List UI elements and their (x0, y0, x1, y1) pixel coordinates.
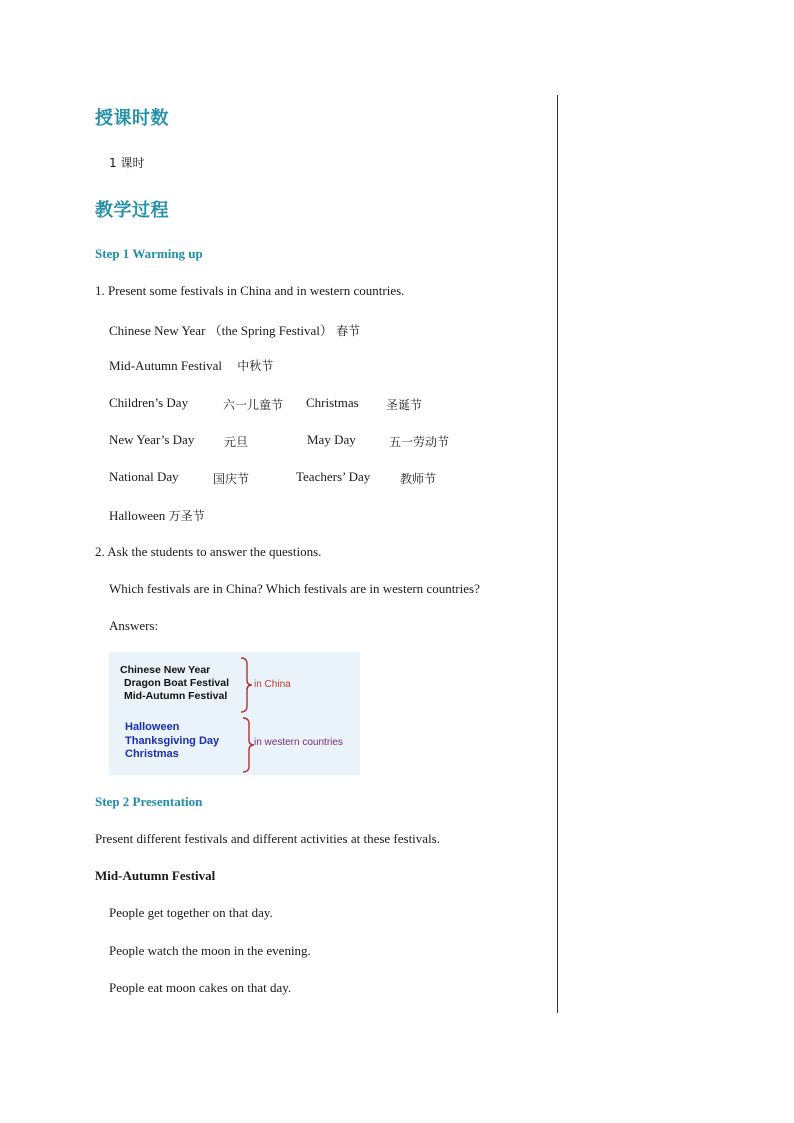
festival-cn: 五一劳动节 (389, 435, 450, 449)
festival-en: Teachers’ Day (296, 469, 371, 484)
step1-item1: 1. Present some festivals in China and in western countries. (95, 283, 405, 298)
festival-line (109, 395, 188, 411)
hours-value: 1 课时 (109, 156, 145, 170)
western-festival-item: Christmas (125, 748, 179, 760)
western-festival-item: Thanksgiving Day (125, 735, 220, 747)
step1-item2: 2. Ask the students to answer the questions. (95, 544, 322, 559)
activity-line: People watch the moon in the evening. (109, 943, 311, 958)
china-festival-item: Chinese New Year (120, 664, 211, 676)
festival-cn: 中秋节 (237, 359, 274, 373)
festival-cn: 春节 (336, 324, 361, 338)
step2-intro: Present different festivals and different activities at these festivals. (95, 831, 440, 846)
festival-en: National Day (109, 469, 179, 484)
festival-line (109, 357, 273, 374)
china-label: in China (254, 679, 291, 690)
festival-subheading: Mid-Autumn Festival (95, 868, 216, 883)
china-festival-item: Mid-Autumn Festival (124, 690, 228, 702)
festival-en: Halloween (109, 508, 166, 523)
answers-label: Answers: (109, 618, 159, 633)
china-festival-item: Dragon Boat Festival (124, 677, 230, 689)
festival-en: Chinese New Year （the Spring Festival） (109, 323, 333, 338)
step2-heading: Step 2 Presentation (95, 794, 203, 809)
festival-cn: 国庆节 (213, 472, 250, 486)
festival-en: Mid-Autumn Festival (109, 358, 223, 373)
festival-cn: 圣诞节 (386, 398, 423, 412)
column-divider (557, 95, 558, 1013)
process-heading: 教学过程 (95, 200, 169, 220)
hours-heading: 授课时数 (95, 108, 169, 128)
western-festival-item: Halloween (125, 721, 180, 733)
activity-line: People eat moon cakes on that day. (109, 980, 292, 995)
festival-cn: 六一儿童节 (223, 398, 284, 412)
china-brace (237, 656, 253, 714)
festival-line (109, 320, 360, 339)
festival-cn: 元旦 (224, 435, 249, 449)
answers-diagram (109, 652, 360, 775)
festival-en: Children’s Day (109, 395, 189, 410)
festival-line (109, 507, 205, 524)
step1-heading: Step 1 Warming up (95, 246, 203, 261)
questions-text: Which festivals are in China? Which festivals are in western countries? (109, 581, 480, 596)
festival-en: Christmas (306, 395, 359, 410)
western-brace (239, 716, 255, 774)
festival-cn: 万圣节 (168, 509, 205, 523)
activity-line: People get together on that day. (109, 905, 273, 920)
western-label: in western countries (254, 737, 343, 748)
festival-en: New Year’s Day (109, 432, 195, 447)
festival-cn: 教师节 (400, 472, 437, 486)
festival-en: May Day (307, 432, 356, 447)
